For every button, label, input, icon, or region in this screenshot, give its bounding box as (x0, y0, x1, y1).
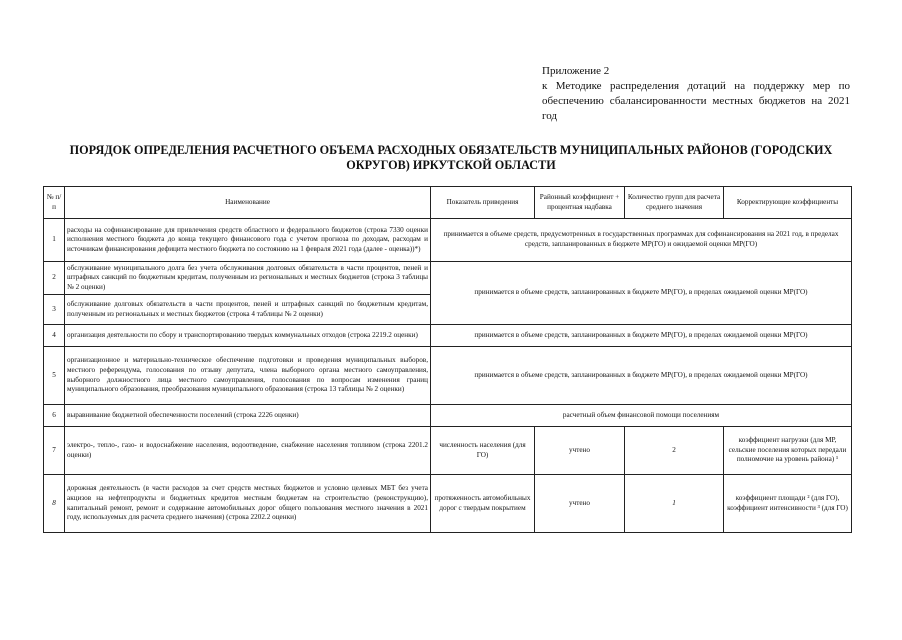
table-row (44, 347, 852, 405)
appendix-block (542, 64, 850, 124)
row-merged-value: принимается в объеме средств, предусмотренных в государственных программах для софинансирования на 2021 год, в пределах средств, запланированных в бюджете МР(ГО) и ожидаемой оценки МР(ГО) (431, 219, 852, 262)
row-merged-value: принимается в объеме средств, запланированных в бюджете МР(ГО), в пределах ожидаемой оценки МР(ГО) (431, 347, 852, 405)
row-name: обслуживание муниципального долга без учета обслуживания долговых обязательств в части процентов, пеней и штрафных санкций по бюджетным кредитам, полученным из региональных и местных бюджетов (строка 3 таблицы № 2 оценки) (65, 262, 431, 295)
row-name: электро-, тепло-, газо- и водоснабжение населения, водоотведение, снабжение населения топливом (строка 2201.2 оценки) (65, 427, 431, 475)
row-group-count: 1 (625, 475, 724, 533)
header-number: № п/п (44, 187, 65, 219)
row-correction: коэффициент нагрузки (для МР, сельские поселения которых передали полномочие на уровень района) ¹ (724, 427, 852, 475)
row-merged-value: принимается в объеме средств, запланированных в бюджете МР(ГО), в пределах ожидаемой оценки МР(ГО) (431, 262, 852, 325)
row-number: 2 (44, 262, 65, 295)
row-number: 5 (44, 347, 65, 405)
table-row (44, 405, 852, 427)
row-number: 3 (44, 295, 65, 325)
row-name: дорожная деятельность (в части расходов за счет средств местных бюджетов и условно целевых МБТ без учета акцизов на нефтепродукты и бюджетных кредитов местным бюджетам на строительство (реконструкцию), капитальный ремонт, ремонт и содержание автомобильных дорог общего пользования местного значения в 2021 году, используемых для расчета среднего значения) (строка 2202.2 оценки) (65, 475, 431, 533)
header-group-count: Количество групп для расчета среднего значения (625, 187, 724, 219)
row-name: организационное и материально-техническое обеспечение подготовки и проведения муниципальных выборов, местного референдума, голосования по отзыву депутата, члена выборного органа местного самоуправления, выборного должностного лица местного самоуправления, голосования по вопросам изменения границ муниципального образования, преобразования муниципального образования (строка 13 таблицы № 2 оценки) (65, 347, 431, 405)
row-name: организация деятельности по сбору и транспортированию твердых коммунальных отходов (строка 2219.2 оценки) (65, 325, 431, 347)
table-row (44, 219, 852, 262)
row-merged-value: принимается в объеме средств, запланированных в бюджете МР(ГО), в пределах ожидаемой оценки МР(ГО) (431, 325, 852, 347)
row-name: выравнивание бюджетной обеспеченности поселений (строка 2226 оценки) (65, 405, 431, 427)
row-merged-value: расчетный объем финансовой помощи поселениям (431, 405, 852, 427)
row-number: 7 (44, 427, 65, 475)
row-group-count: 2 (625, 427, 724, 475)
header-name: Наименование (65, 187, 431, 219)
table-row (44, 427, 852, 475)
table-row (44, 325, 852, 347)
row-number: 6 (44, 405, 65, 427)
row-name: расходы на софинансирование для привлечения средств областного и федерального бюджетов (строка 7330 оценки исполнения местного бюджета до конца текущего финансового года с учетом прогноза по доходам, расходам и источникам финансирования дефицита местного бюджета по состоянию на 1 февраля 2021 года (далее - оценка))*) (65, 219, 431, 262)
table-header-row (44, 187, 852, 219)
row-number: 8 (44, 475, 65, 533)
row-number: 4 (44, 325, 65, 347)
document-title: ПОРЯДОК ОПРЕДЕЛЕНИЯ РАСЧЕТНОГО ОБЪЕМА РАСХОДНЫХ ОБЯЗАТЕЛЬСТВ МУНИЦИПАЛЬНЫХ РАЙОНОВ (ГОРОДСКИХ ОКРУГОВ) ИРКУТСКОЙ ОБЛАСТИ (69, 143, 833, 172)
table-row (44, 262, 852, 295)
appendix-description: к Методике распределения дотаций на поддержку мер по обеспечению сбалансированности местных бюджетов на 2021 год (542, 80, 850, 122)
header-regional-coefficient: Районный коэффициент + процентная надбавка (535, 187, 625, 219)
header-indicator: Показатель приведения (431, 187, 535, 219)
row-regional-coefficient: учтено (535, 427, 625, 475)
table-row (44, 475, 852, 533)
row-indicator: протяженность автомобильных дорог с твердым покрытием (431, 475, 535, 533)
row-correction: коэффициент площади ² (для ГО), коэффициент интенсивности ³ (для ГО) (724, 475, 852, 533)
row-name: обслуживание долговых обязательств в части процентов, пеней и штрафных санкций по бюджетным кредитам, полученным из региональных и местных бюджетов (строка 4 таблицы № 2 оценки) (65, 295, 431, 325)
row-number: 1 (44, 219, 65, 262)
obligations-table (43, 186, 852, 533)
header-correction: Корректирующие коэффициенты (724, 187, 852, 219)
row-regional-coefficient: учтено (535, 475, 625, 533)
row-indicator: численность населения (для ГО) (431, 427, 535, 475)
appendix-title: Приложение 2 (542, 65, 610, 77)
